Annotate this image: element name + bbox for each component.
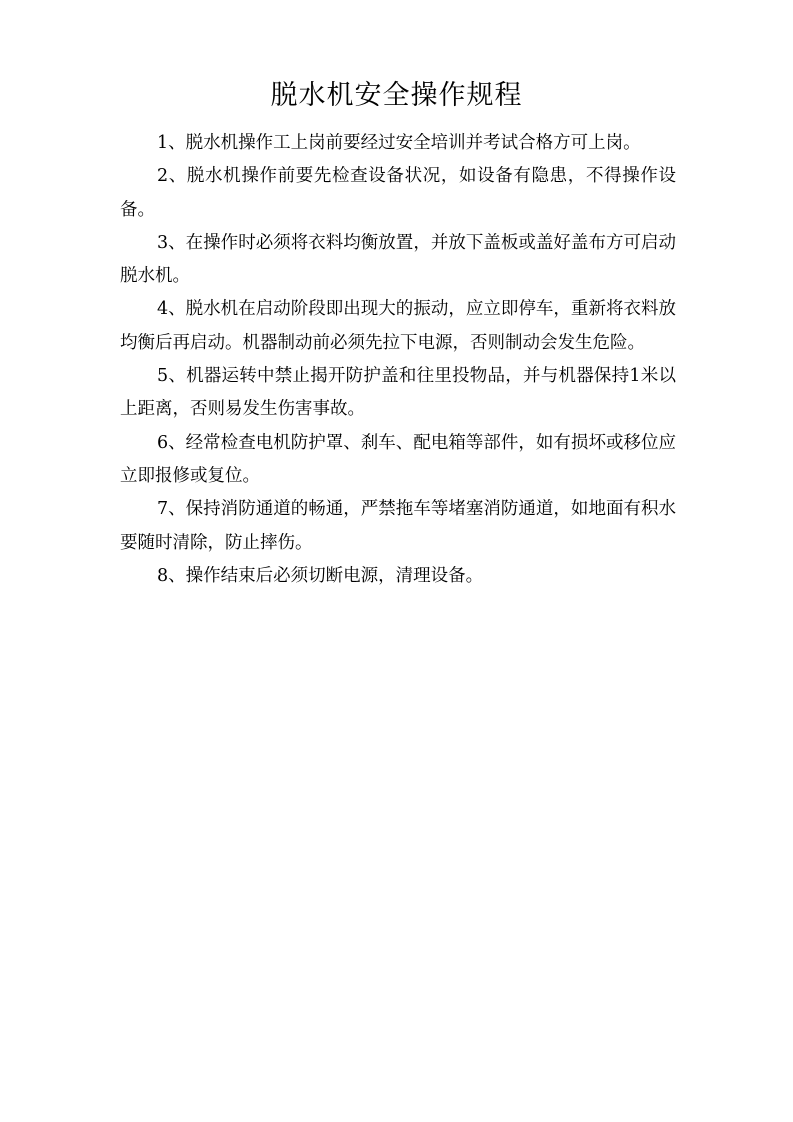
paragraph-2: 2、脱水机操作前要先检查设备状况，如设备有隐患，不得操作设备。: [120, 166, 676, 220]
page-title: 脱水机安全操作规程: [270, 80, 523, 111]
paragraph-6: 6、经常检查电机防护罩、刹车、配电箱等部件，如有损坏或移位应立即报修或复位。: [120, 432, 676, 486]
paragraph-5: 5、机器运转中禁止揭开防护盖和往里投物品，并与机器保持1米以上距离，否则易发生伤害事故。: [120, 366, 676, 420]
paragraph-1: 1、脱水机操作工上岗前要经过安全培训并考试合格方可上岗。: [157, 133, 641, 153]
paragraph-3: 3、在操作时必须将衣料均衡放置，并放下盖板或盖好盖布方可启动脱水机。: [120, 232, 676, 287]
paragraph-7: 7、保持消防通道的畅通，严禁拖车等堵塞消防通道，如地面有积水要随时清除，防止摔伤。: [120, 499, 676, 553]
document-body: [120, 127, 676, 593]
paragraph-4: 4、脱水机在启动阶段即出现大的振动，应立即停车，重新将衣料放均衡后再启动。机器制动前必须先拉下电源，否则制动会发生危险。: [120, 299, 676, 353]
paragraph-8: 8、操作结束后必须切断电源，清理设备。: [157, 565, 484, 586]
